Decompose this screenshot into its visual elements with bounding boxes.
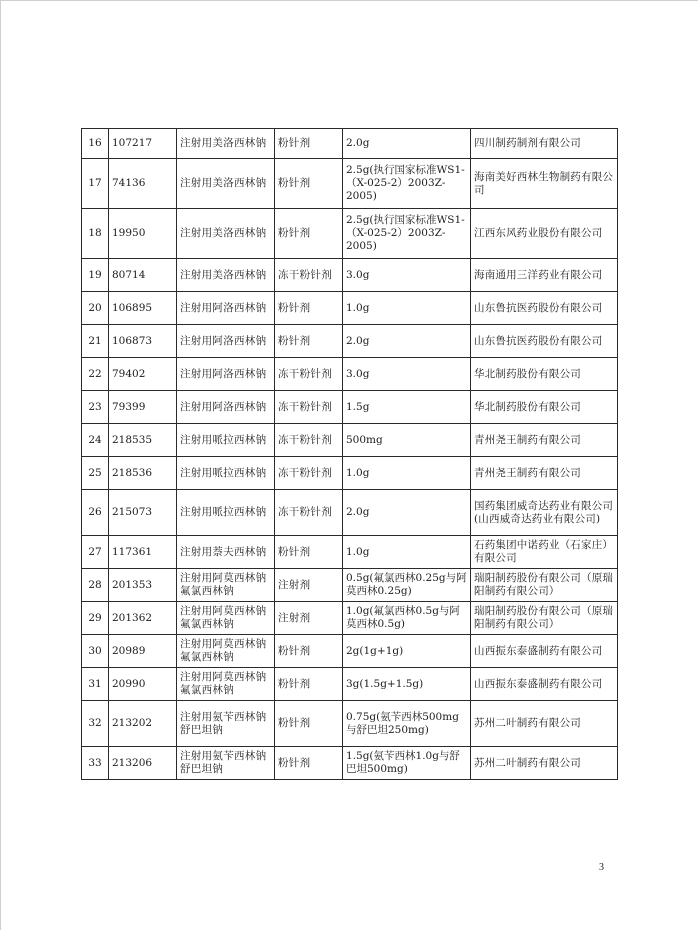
row-seq-number: 16 — [82, 129, 109, 159]
table-row — [82, 391, 618, 424]
row-manufacturer: 山西振东泰盛制药有限公司 — [471, 635, 618, 668]
row-specification: 1.0g(氟氯西林0.5g与阿莫西林0.5g) — [343, 602, 471, 635]
row-seq-number: 33 — [82, 747, 109, 780]
row-drug-name: 注射用萘夫西林钠 — [177, 536, 275, 569]
row-manufacturer: 华北制药股份有限公司 — [471, 358, 618, 391]
row-dosage-form: 粉针剂 — [275, 635, 343, 668]
row-seq-number: 17 — [82, 159, 109, 209]
table-row — [82, 129, 618, 159]
row-seq-number: 25 — [82, 457, 109, 490]
row-dosage-form: 粉针剂 — [275, 747, 343, 780]
row-specification: 2g(1g+1g) — [343, 635, 471, 668]
row-dosage-form: 冻干粉针剂 — [275, 424, 343, 457]
row-drug-code: 79402 — [109, 358, 177, 391]
row-seq-number: 24 — [82, 424, 109, 457]
row-drug-code: 19950 — [109, 209, 177, 259]
row-drug-code: 213206 — [109, 747, 177, 780]
table-row — [82, 635, 618, 668]
row-drug-name: 注射用美洛西林钠 — [177, 209, 275, 259]
row-drug-code: 106895 — [109, 292, 177, 325]
row-manufacturer: 海南美好西林生物制药有限公司 — [471, 159, 618, 209]
row-drug-code: 218535 — [109, 424, 177, 457]
row-manufacturer: 瑞阳制药股份有限公司（原瑞阳制药有限公司） — [471, 602, 618, 635]
row-manufacturer: 四川制药制剂有限公司 — [471, 129, 618, 159]
row-specification: 0.5g(氟氯西林0.25g与阿莫西林0.25g) — [343, 569, 471, 602]
table-row — [82, 292, 618, 325]
row-drug-name: 注射用阿莫西林钠氟氯西林钠 — [177, 602, 275, 635]
row-manufacturer: 海南通用三洋药业有限公司 — [471, 259, 618, 292]
row-seq-number: 31 — [82, 668, 109, 701]
table-row — [82, 536, 618, 569]
row-dosage-form: 注射剂 — [275, 569, 343, 602]
row-specification: 0.75g(氨苄西林500mg与舒巴坦250mg) — [343, 701, 471, 747]
row-drug-name: 注射用阿莫西林钠氟氯西林钠 — [177, 635, 275, 668]
row-dosage-form: 粉针剂 — [275, 536, 343, 569]
row-dosage-form: 注射剂 — [275, 602, 343, 635]
row-specification: 1.0g — [343, 536, 471, 569]
row-drug-code: 117361 — [109, 536, 177, 569]
row-seq-number: 30 — [82, 635, 109, 668]
row-drug-name: 注射用美洛西林钠 — [177, 129, 275, 159]
page-number: 3 — [599, 862, 604, 873]
row-manufacturer: 江西东风药业股份有限公司 — [471, 209, 618, 259]
table-row — [82, 457, 618, 490]
page-top-edge — [0, 0, 698, 1]
row-manufacturer: 青州尧王制药有限公司 — [471, 457, 618, 490]
row-seq-number: 27 — [82, 536, 109, 569]
row-manufacturer: 山东鲁抗医药股份有限公司 — [471, 292, 618, 325]
row-manufacturer: 山西振东泰盛制药有限公司 — [471, 668, 618, 701]
row-specification: 1.0g — [343, 292, 471, 325]
row-dosage-form: 粉针剂 — [275, 325, 343, 358]
row-drug-name: 注射用哌拉西林钠 — [177, 457, 275, 490]
table-row — [82, 747, 618, 780]
row-manufacturer: 瑞阳制药股份有限公司（原瑞阳制药有限公司） — [471, 569, 618, 602]
table-row — [82, 602, 618, 635]
row-manufacturer: 青州尧王制药有限公司 — [471, 424, 618, 457]
row-dosage-form: 冻干粉针剂 — [275, 391, 343, 424]
row-specification: 1.5g(氨苄西林1.0g与舒巴坦500mg) — [343, 747, 471, 780]
table-row — [82, 159, 618, 209]
row-specification: 500mg — [343, 424, 471, 457]
table-row — [82, 424, 618, 457]
row-specification: 2.0g — [343, 129, 471, 159]
row-drug-code: 20990 — [109, 668, 177, 701]
row-seq-number: 20 — [82, 292, 109, 325]
row-seq-number: 32 — [82, 701, 109, 747]
row-drug-name: 注射用美洛西林钠 — [177, 159, 275, 209]
row-manufacturer: 石药集团中诺药业（石家庄）有限公司 — [471, 536, 618, 569]
row-drug-code: 106873 — [109, 325, 177, 358]
row-seq-number: 26 — [82, 490, 109, 536]
row-dosage-form: 粉针剂 — [275, 668, 343, 701]
row-manufacturer: 苏州二叶制药有限公司 — [471, 701, 618, 747]
row-specification: 3.0g — [343, 259, 471, 292]
row-specification: 1.0g — [343, 457, 471, 490]
row-specification: 2.5g(执行国家标准WS1-（X-025-2）2003Z-2005) — [343, 209, 471, 259]
row-dosage-form: 粉针剂 — [275, 292, 343, 325]
row-manufacturer: 苏州二叶制药有限公司 — [471, 747, 618, 780]
row-drug-name: 注射用阿莫西林钠氟氯西林钠 — [177, 668, 275, 701]
table-row — [82, 668, 618, 701]
row-drug-name: 注射用阿洛西林钠 — [177, 325, 275, 358]
row-drug-code: 74136 — [109, 159, 177, 209]
row-specification: 2.0g — [343, 490, 471, 536]
row-seq-number: 22 — [82, 358, 109, 391]
row-specification: 3g(1.5g+1.5g) — [343, 668, 471, 701]
row-seq-number: 21 — [82, 325, 109, 358]
row-dosage-form: 粉针剂 — [275, 701, 343, 747]
row-dosage-form: 冻干粉针剂 — [275, 457, 343, 490]
row-specification: 2.5g(执行国家标准WS1-（X-025-2）2003Z-2005) — [343, 159, 471, 209]
row-drug-code: 201362 — [109, 602, 177, 635]
row-drug-code: 20989 — [109, 635, 177, 668]
row-seq-number: 29 — [82, 602, 109, 635]
row-seq-number: 19 — [82, 259, 109, 292]
row-manufacturer: 山东鲁抗医药股份有限公司 — [471, 325, 618, 358]
row-specification: 3.0g — [343, 358, 471, 391]
table-row — [82, 490, 618, 536]
row-dosage-form: 粉针剂 — [275, 209, 343, 259]
row-dosage-form: 冻干粉针剂 — [275, 259, 343, 292]
row-dosage-form: 粉针剂 — [275, 129, 343, 159]
row-seq-number: 18 — [82, 209, 109, 259]
page-left-edge — [0, 0, 1, 930]
row-drug-code: 79399 — [109, 391, 177, 424]
row-drug-name: 注射用阿洛西林钠 — [177, 358, 275, 391]
table-row — [82, 358, 618, 391]
drug-list-table — [81, 128, 618, 780]
table-row — [82, 569, 618, 602]
row-drug-code: 215073 — [109, 490, 177, 536]
table-row — [82, 209, 618, 259]
table-row — [82, 325, 618, 358]
row-drug-name: 注射用阿莫西林钠氟氯西林钠 — [177, 569, 275, 602]
row-dosage-form: 粉针剂 — [275, 159, 343, 209]
row-specification: 2.0g — [343, 325, 471, 358]
row-manufacturer: 国药集团威奇达药业有限公司(山西威奇达药业有限公司) — [471, 490, 618, 536]
row-drug-code: 218536 — [109, 457, 177, 490]
row-seq-number: 28 — [82, 569, 109, 602]
row-specification: 1.5g — [343, 391, 471, 424]
row-drug-name: 注射用氨苄西林钠舒巴坦钠 — [177, 701, 275, 747]
row-drug-name: 注射用哌拉西林钠 — [177, 424, 275, 457]
row-drug-name: 注射用阿洛西林钠 — [177, 292, 275, 325]
row-drug-code: 201353 — [109, 569, 177, 602]
row-dosage-form: 冻干粉针剂 — [275, 490, 343, 536]
row-drug-code: 80714 — [109, 259, 177, 292]
row-drug-name: 注射用美洛西林钠 — [177, 259, 275, 292]
row-drug-name: 注射用哌拉西林钠 — [177, 490, 275, 536]
drug-table-body — [82, 129, 618, 780]
row-drug-code: 213202 — [109, 701, 177, 747]
table-row — [82, 259, 618, 292]
row-drug-name: 注射用阿洛西林钠 — [177, 391, 275, 424]
row-drug-name: 注射用氨苄西林钠舒巴坦钠 — [177, 747, 275, 780]
row-manufacturer: 华北制药股份有限公司 — [471, 391, 618, 424]
row-seq-number: 23 — [82, 391, 109, 424]
table-row — [82, 701, 618, 747]
row-dosage-form: 冻干粉针剂 — [275, 358, 343, 391]
row-drug-code: 107217 — [109, 129, 177, 159]
